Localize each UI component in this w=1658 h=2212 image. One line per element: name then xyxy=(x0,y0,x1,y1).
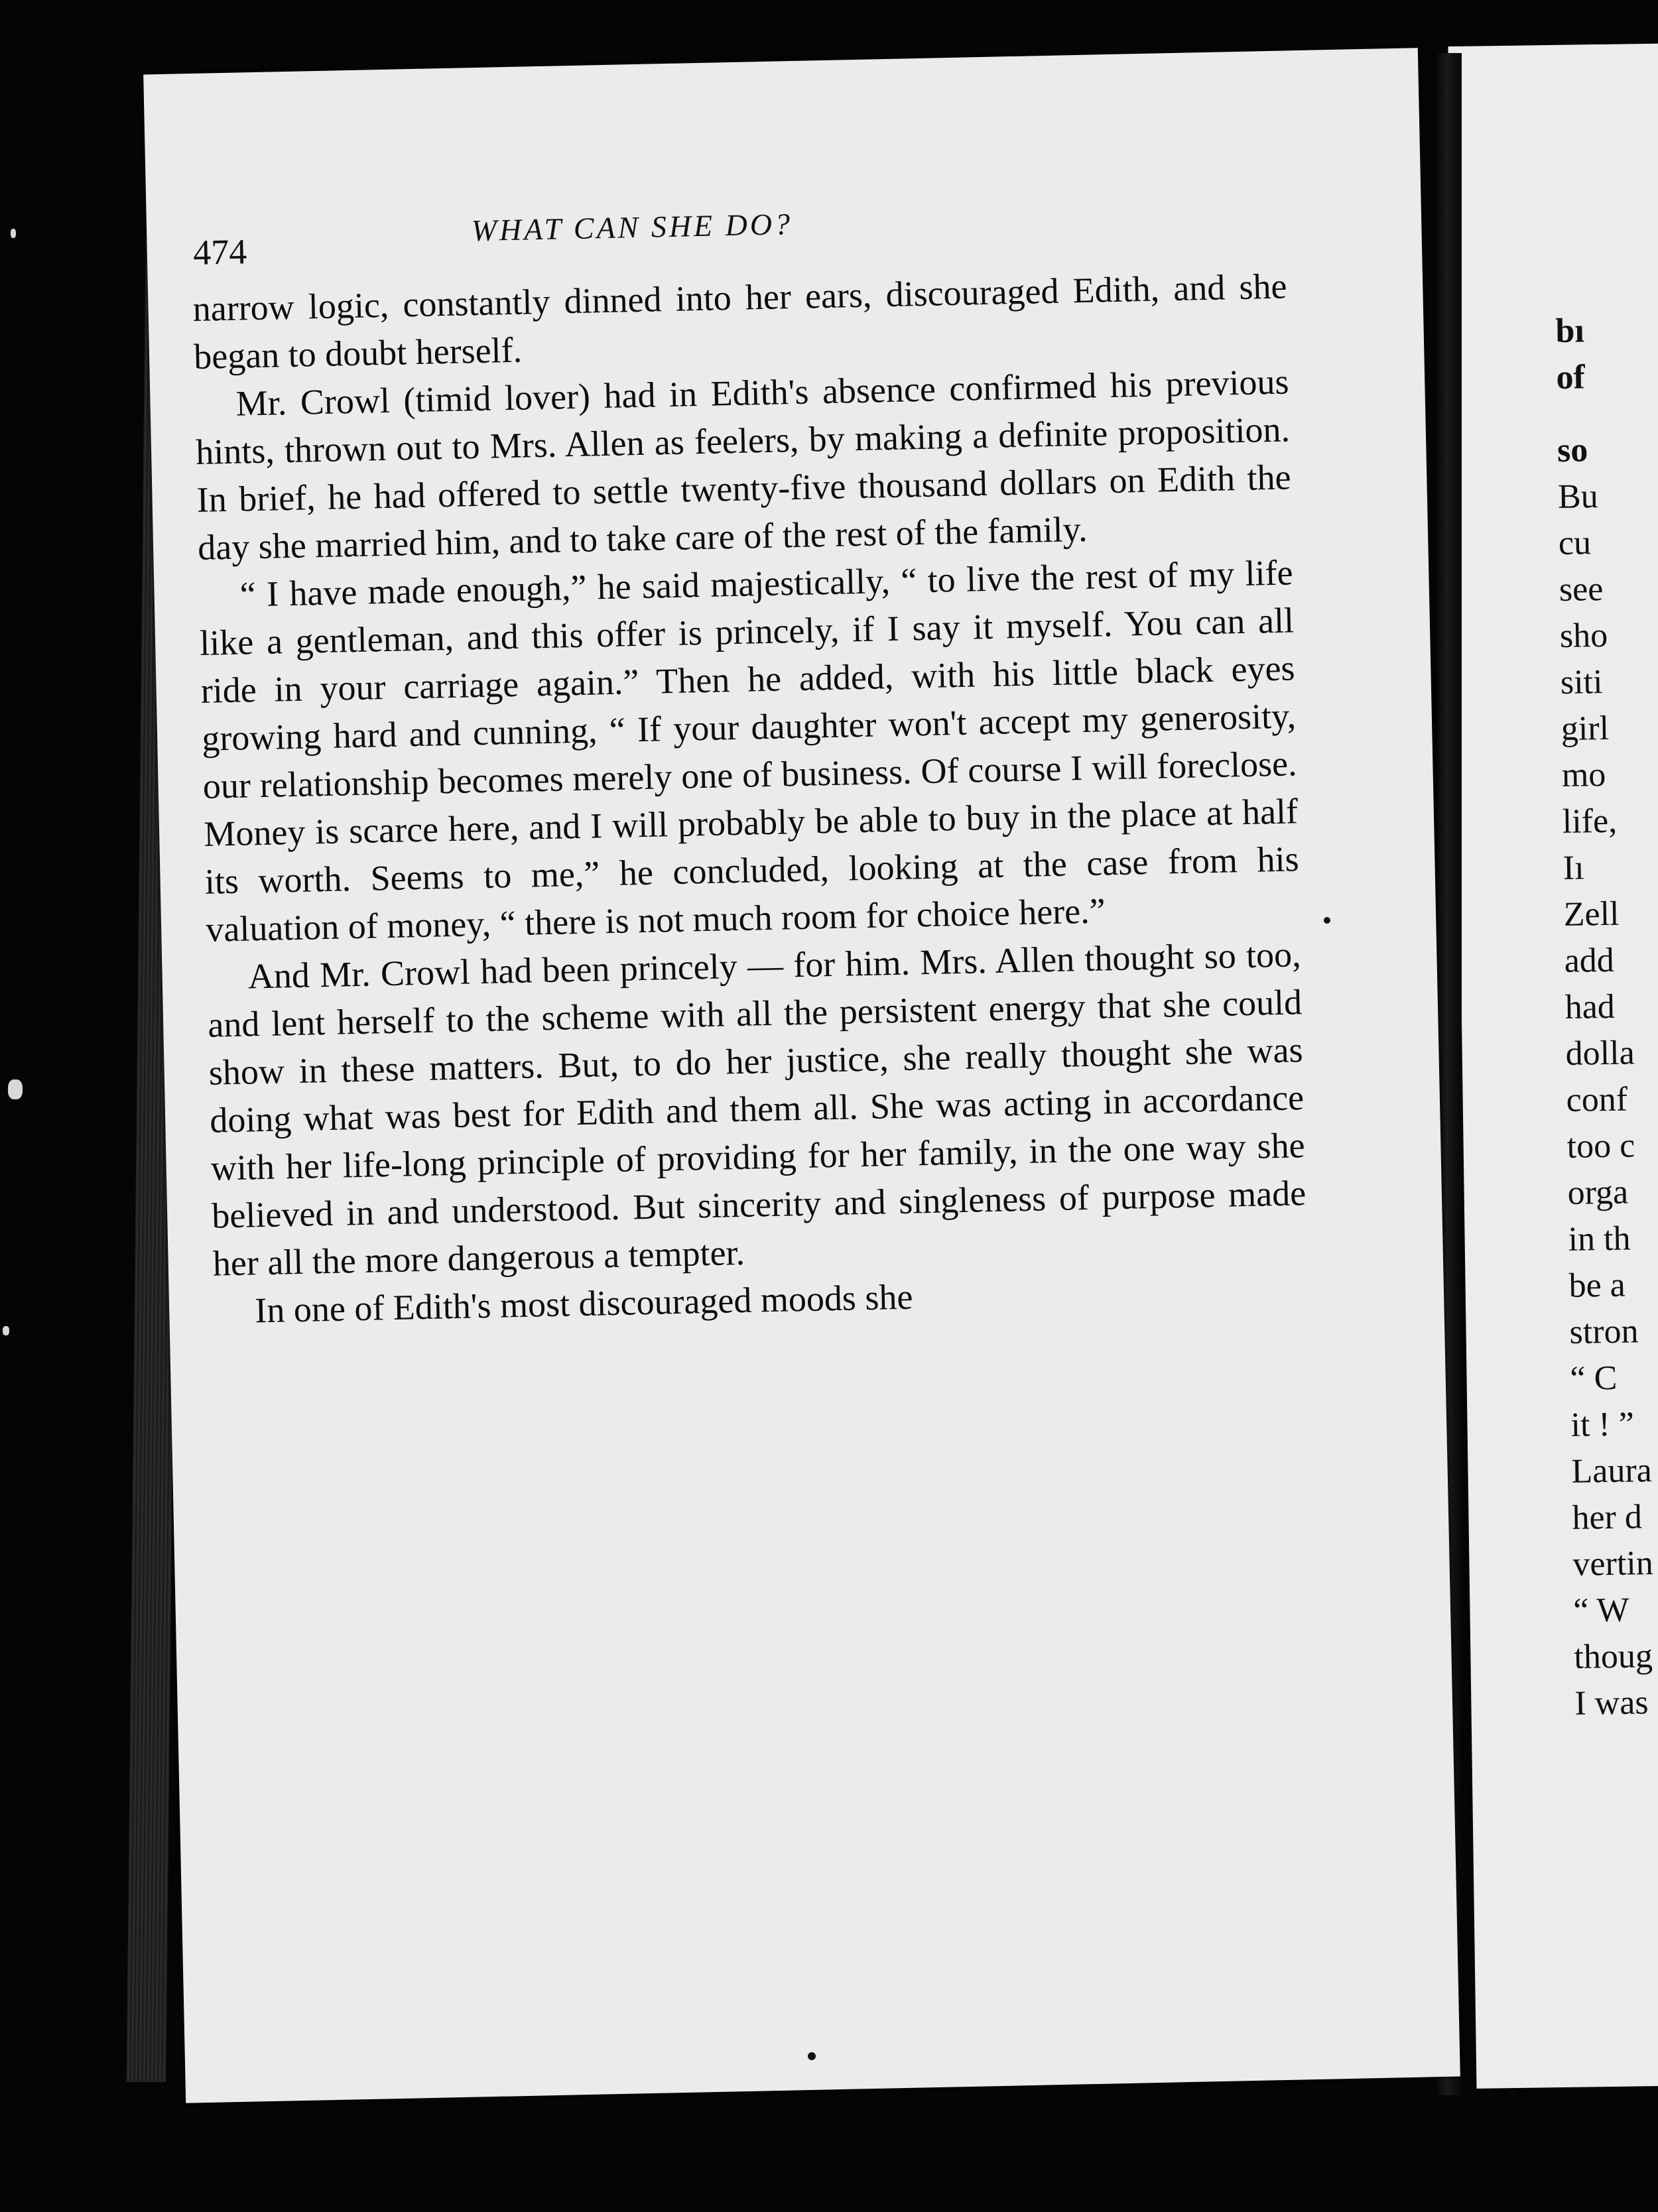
facing-line: conf xyxy=(1566,1080,1628,1119)
facing-line: Bu xyxy=(1557,477,1599,516)
facing-line: orga xyxy=(1567,1173,1629,1212)
facing-line: see xyxy=(1559,570,1604,609)
facing-line: vertin xyxy=(1572,1544,1654,1583)
facing-line: sho xyxy=(1559,616,1608,655)
scan-speck xyxy=(808,2052,816,2060)
facing-line: thoug xyxy=(1574,1637,1653,1676)
facing-line: it ! ” xyxy=(1570,1405,1635,1444)
facing-line: dolla xyxy=(1565,1034,1635,1073)
facing-line: bı xyxy=(1555,312,1585,350)
scan-speck xyxy=(1324,917,1330,924)
facing-line: siti xyxy=(1560,663,1603,702)
facing-line: “ C xyxy=(1570,1359,1618,1398)
facing-line: life, xyxy=(1562,802,1618,841)
facing-line: in th xyxy=(1568,1219,1631,1259)
scan-edge-mark xyxy=(8,1079,23,1099)
facing-line: I was xyxy=(1574,1684,1649,1723)
paragraph: And Mr. Crowl had been princely — for him. Mrs. Allen thought so too, and lent herself to the scheme with all the persistent energy that she could show in these matters. But, to do her justice, she really thought she was doing what was best for Edith and them all. She was acting in accordance with her life-long principle of providing for her family, in the one way she believed in and understood. But sincerity and singleness of purpose made her all the more dangerous a tempter. xyxy=(207,934,1307,1284)
facing-line: too c xyxy=(1566,1127,1635,1166)
paragraph: In one of Edith's most discouraged moods she xyxy=(254,1276,913,1331)
facing-line: so xyxy=(1557,431,1588,469)
facing-gap xyxy=(1557,399,1658,428)
running-head: WHAT CAN SHE DO? xyxy=(471,207,793,248)
paragraph: narrow logic, constantly dinned into her ears, discouraged Edith, and she began to doubt herself. xyxy=(192,266,1288,377)
paragraph: “ I have made enough,” he said majestically, “ to live the rest of my life like a gentleman, and this offer is princely, if I say it myself. You can all ride in your carriage again.” Then he added, with his little black eyes growing hard and cunning, “ If your daughter won't accept my generosity, our relationship becomes merely one of business. Of course I will foreclose. Money is scarce here, and I will probably be able to buy in the place at half its worth. Seems to me,” he concluded, looking at the case from his valuation of money, “ there is not much room for choice here.” xyxy=(199,552,1300,950)
facing-line: Zell xyxy=(1563,894,1620,934)
facing-line: mo xyxy=(1561,756,1606,794)
facing-line: be a xyxy=(1568,1266,1626,1305)
scan-edge-mark xyxy=(3,1326,9,1335)
facing-line: her d xyxy=(1572,1498,1643,1537)
paragraph: Mr. Crowl (timid lover) had in Edith's absence confirmed his previous hints, thrown out to Mrs. Allen as feelers, by making a definite proposition. In brief, he had offered to settle twenty-five thousand dollars on Edith the day she married him, and to take care of the rest of the family. xyxy=(195,361,1292,568)
facing-line: add xyxy=(1564,941,1615,980)
facing-line: “ W xyxy=(1573,1591,1630,1630)
facing-line: of xyxy=(1556,358,1586,397)
page-body xyxy=(192,262,1308,1335)
facing-line: stron xyxy=(1569,1312,1639,1351)
facing-line: had xyxy=(1564,987,1616,1026)
facing-line: girl xyxy=(1561,709,1610,748)
facing-line: Laura xyxy=(1571,1451,1653,1491)
scan-edge-mark xyxy=(11,229,16,238)
facing-line: cu xyxy=(1558,524,1592,562)
page-number: 474 xyxy=(192,231,247,273)
facing-line: Iı xyxy=(1562,849,1584,887)
